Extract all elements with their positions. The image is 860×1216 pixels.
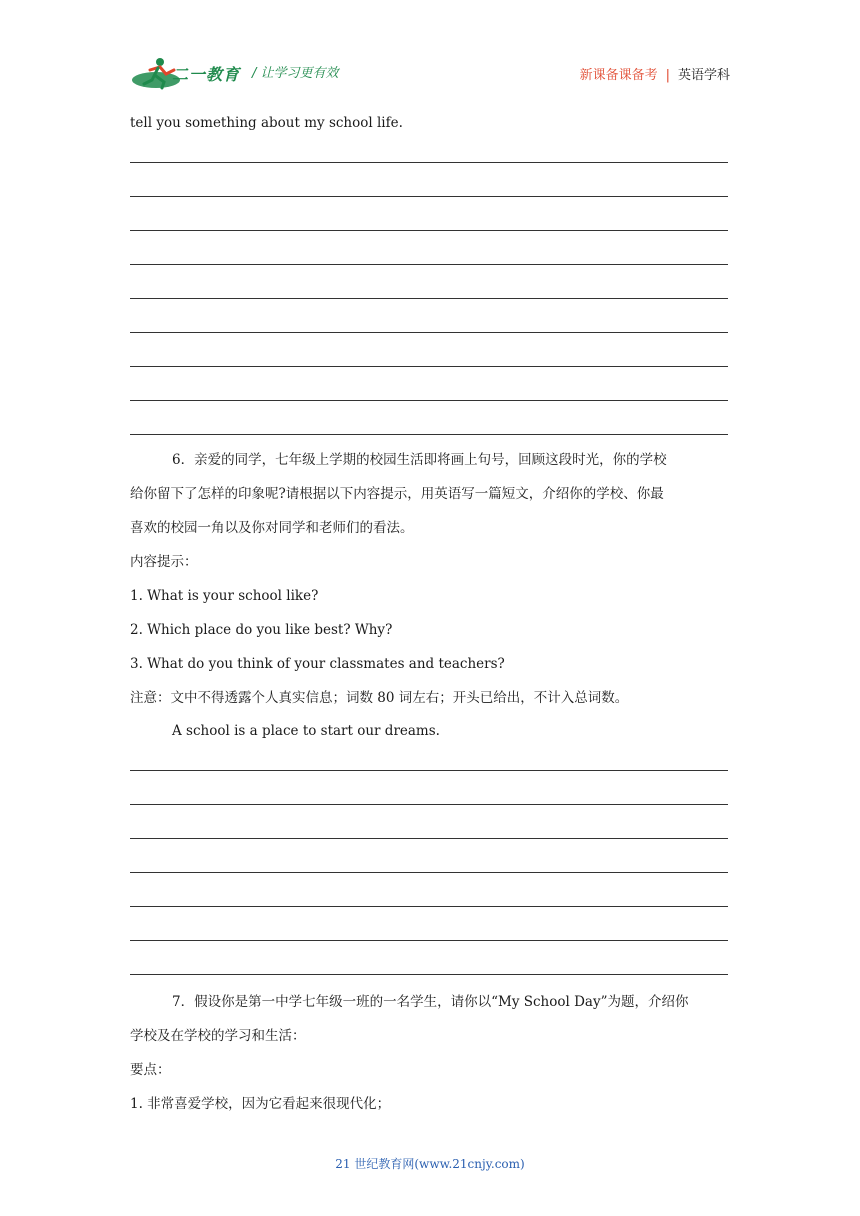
answer-line [130, 804, 728, 805]
q6-opening-sentence: A school is a place to start our dreams. [172, 723, 440, 739]
answer-line [130, 434, 728, 435]
answer-line [130, 838, 728, 839]
answer-line [130, 400, 728, 401]
q7-point-1: 1. 非常喜爱学校，因为它看起来很现代化； [130, 1096, 391, 1112]
header-tag-prep: 新课备课备考 [579, 68, 658, 83]
header-tag-subject: 英语学科 [677, 68, 730, 83]
answer-line [130, 940, 728, 941]
page-header [0, 0, 860, 100]
answer-line [130, 298, 728, 299]
answer-line [130, 230, 728, 231]
answer-line [130, 906, 728, 907]
answer-line [130, 366, 728, 367]
answer-line [130, 332, 728, 333]
header-separator: | [665, 68, 670, 83]
q7-points-title: 要点： [130, 1062, 171, 1078]
q6-prompt-line2: 给你留下了怎样的印象呢?请根据以下内容提示，用英语写一篇短文，介绍你的学校、你最 [130, 486, 664, 502]
q6-prompt-line3: 喜欢的校园一角以及你对同学和老师们的看法。 [130, 520, 414, 536]
answer-line [130, 162, 728, 163]
header-subject [580, 64, 730, 83]
answer-line [130, 974, 728, 975]
brand-name: 二一教育 [172, 65, 241, 84]
q6-hint-2: 2. Which place do you like best? Why? [130, 622, 393, 638]
answer-line [130, 196, 728, 197]
q7-prompt-line1: 7．假设你是第一中学七年级一班的一名学生，请你以“My School Day”为题，介绍你 [172, 994, 689, 1010]
answer-line [130, 872, 728, 873]
answer-line [130, 264, 728, 265]
previous-question-tail: tell you something about my school life. [130, 115, 403, 131]
page-footer: 21 世纪教育网(www.21cnjy.com) [335, 1157, 525, 1171]
q6-hint-title: 内容提示： [130, 554, 198, 570]
brand-slogan: / 让学习更有效 [252, 66, 339, 81]
q6-hint-1: 1. What is your school like? [130, 588, 319, 604]
q7-prompt-line2: 学校及在学校的学习和生活： [130, 1028, 306, 1044]
answer-line [130, 770, 728, 771]
q6-prompt-line1: 6．亲爱的同学，七年级上学期的校园生活即将画上句号，回顾这段时光，你的学校 [172, 452, 667, 468]
q6-note: 注意：文中不得透露个人真实信息；词数 80 词左右；开头已给出，不计入总词数。 [130, 690, 629, 706]
q6-hint-3: 3. What do you think of your classmates and teachers? [130, 656, 505, 672]
